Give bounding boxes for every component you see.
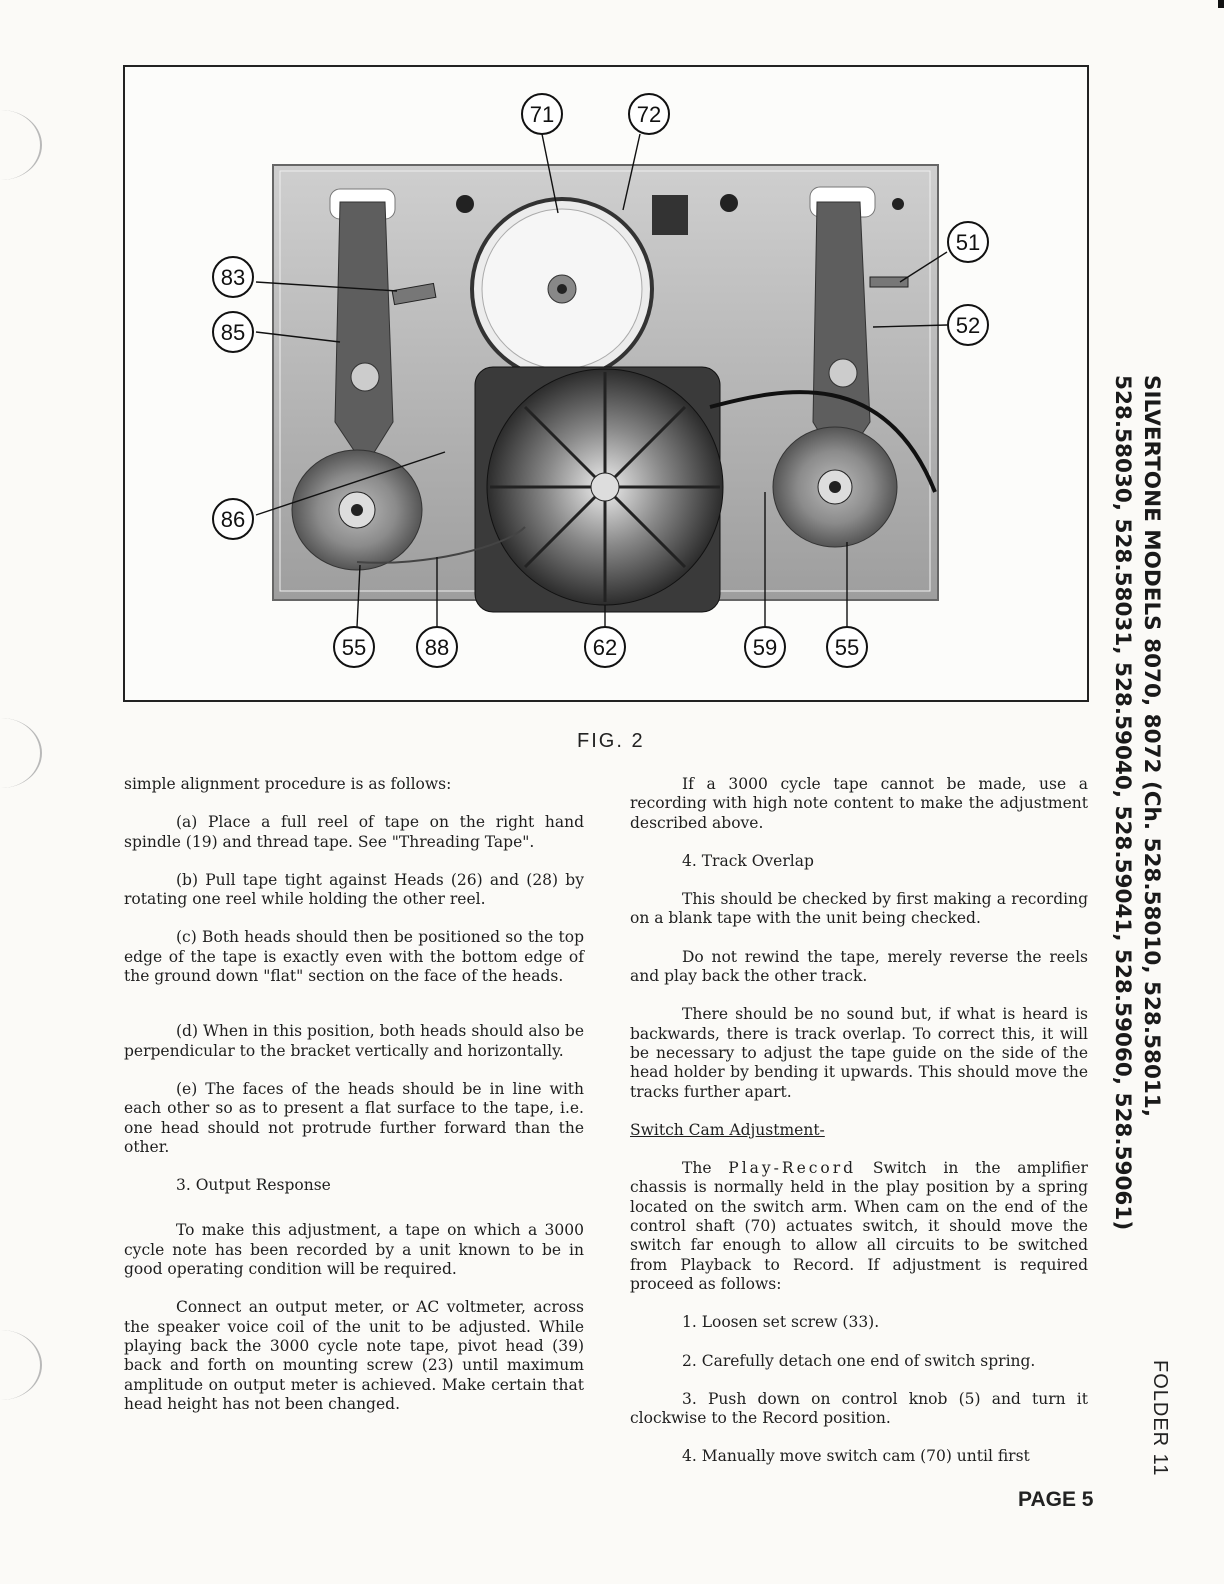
track-overlap-paragraph-1: This should be checked by first making a recording on a blank tape with the unit being checked. xyxy=(630,890,1088,928)
tape-mechanism-illustration xyxy=(125,67,1087,700)
section-output-response-heading: 3. Output Response xyxy=(176,1176,331,1195)
track-overlap-paragraph-3: There should be no sound but, if what is heard is backwards, there is track overlap. To correct this, it will be necessary to adjust the tape guide on the side of the head holder by bending it upwards. This should move the tracks further apart. xyxy=(630,1005,1088,1101)
punch-hole-middle xyxy=(0,718,42,788)
svg-text:59: 59 xyxy=(752,635,778,660)
switch-cam-text-rest: Switch in the amplifier chassis is normally held in the play position by a spring located on the switch arm. When cam on the end of the control shaft (70) actuates switch, it should move the switch far enough to allow all circuits to be switched from Playback to Record. If adjustment is required proceed as follows: xyxy=(630,1159,1088,1293)
svg-text:86: 86 xyxy=(220,507,246,532)
callout-86 xyxy=(213,499,253,539)
figure-photo-frame xyxy=(123,65,1089,702)
switch-step-1: 1. Loosen set screw (33). xyxy=(682,1313,880,1332)
side-title xyxy=(1108,375,1166,1230)
step-e: (e) The faces of the heads should be in line with each other so as to present a flat surface to the tape, i.e. one head should not protrude further forward than the other. xyxy=(124,1079,584,1156)
section-track-overlap-heading: 4. Track Overlap xyxy=(682,851,814,870)
svg-text:88: 88 xyxy=(424,635,450,660)
svg-text:71: 71 xyxy=(529,102,555,127)
output-response-paragraph-2: Connect an output meter, or AC voltmeter, across the speaker voice coil of the unit to be adjusted. While playing back the 3000 cycle note tape, pivot head (39) back and forth on mounting screw (23) until maximum amplitude on output meter is achieved. Make certain that head height has not been changed. xyxy=(124,1298,584,1413)
step-a: (a) Place a full reel of tape on the right hand spindle (19) and thread tape. See "Threading Tape". xyxy=(124,813,584,851)
callout-85 xyxy=(213,312,253,352)
callout-51 xyxy=(948,222,988,262)
right-column xyxy=(630,775,1088,1486)
callout-52 xyxy=(948,305,988,345)
left-arm-washer xyxy=(351,363,379,391)
callout-55-left xyxy=(334,627,374,667)
switch-step-3: 3. Push down on control knob (5) and turn it clockwise to the Record position. xyxy=(630,1389,1088,1428)
hole-2 xyxy=(720,194,738,212)
svg-text:72: 72 xyxy=(636,102,662,127)
switch-cam-text-start: The xyxy=(682,1159,712,1178)
flywheel-71 xyxy=(472,199,652,379)
intro-paragraph: simple alignment procedure is as follows: xyxy=(124,775,452,793)
step-c: (c) Both heads should then be positioned so the top edge of the tape is exactly even with the bottom edge of the ground down "flat" section on the face of the heads. xyxy=(124,928,584,986)
step-b: (b) Pull tape tight against Heads (26) and (28) by rotating one reel while holding the other reel. xyxy=(124,870,584,909)
right-reel-55 xyxy=(773,427,897,547)
callout-72 xyxy=(629,94,669,134)
svg-text:55: 55 xyxy=(341,635,367,660)
punch-hole-bottom xyxy=(0,1330,42,1400)
svg-text:62: 62 xyxy=(592,635,618,660)
switch-step-4: 4. Manually move switch cam (70) until first xyxy=(682,1447,1030,1466)
svg-text:51: 51 xyxy=(955,230,981,255)
side-title-line-1: SILVERTONE MODELS 8070, 8072 (Ch. 528.58010, 528.58011, xyxy=(1139,375,1164,1118)
switch-step-2: 2. Carefully detach one end of switch spring. xyxy=(682,1351,1036,1370)
switch-block-72 xyxy=(652,195,688,235)
hole-3 xyxy=(892,198,904,210)
left-column xyxy=(124,775,584,1433)
motor-fan-62 xyxy=(475,367,723,612)
step-d: (d) When in this position, both heads should also be perpendicular to the bracket vertically and horizontally. xyxy=(124,1022,584,1060)
callout-71 xyxy=(522,94,562,134)
svg-text:83: 83 xyxy=(220,265,246,290)
hole-1 xyxy=(456,195,474,213)
svg-text:52: 52 xyxy=(955,313,981,338)
figure-caption: FIG. 2 xyxy=(577,730,645,752)
right-arm-washer xyxy=(829,359,857,387)
callout-55-right xyxy=(827,627,867,667)
switch-cam-paragraph xyxy=(630,1159,1088,1294)
section-switch-cam-heading: Switch Cam Adjustment- xyxy=(630,1120,825,1139)
callout-88 xyxy=(417,627,457,667)
track-overlap-paragraph-2: Do not rewind the tape, merely reverse the reels and play back the other track. xyxy=(630,947,1088,986)
callout-83 xyxy=(213,257,253,297)
callout-59 xyxy=(745,627,785,667)
svg-text:85: 85 xyxy=(220,320,246,345)
output-response-paragraph-1: To make this adjustment, a tape on which a 3000 cycle note has been recorded by a unit known to be in good operating condition will be required. xyxy=(124,1221,584,1279)
callout-62 xyxy=(585,627,625,667)
folder-label: FOLDER 11 xyxy=(1149,1360,1171,1477)
side-title-line-2: 528.58030, 528.58031, 528.59040, 528.59041, 528.59060, 528.59061) xyxy=(1110,375,1135,1231)
svg-text:55: 55 xyxy=(834,635,860,660)
play-record-spaced-text: Play-Record xyxy=(728,1159,857,1178)
spring-51 xyxy=(870,277,908,287)
left-reel-55 xyxy=(292,450,422,570)
corner-mark xyxy=(1218,0,1224,8)
punch-hole-top xyxy=(0,110,42,180)
recording-note-paragraph: If a 3000 cycle tape cannot be made, use a recording with high note content to make the adjustment described above. xyxy=(630,775,1088,832)
left-brake-arm xyxy=(335,202,393,467)
page-number: PAGE 5 xyxy=(1018,1488,1094,1511)
